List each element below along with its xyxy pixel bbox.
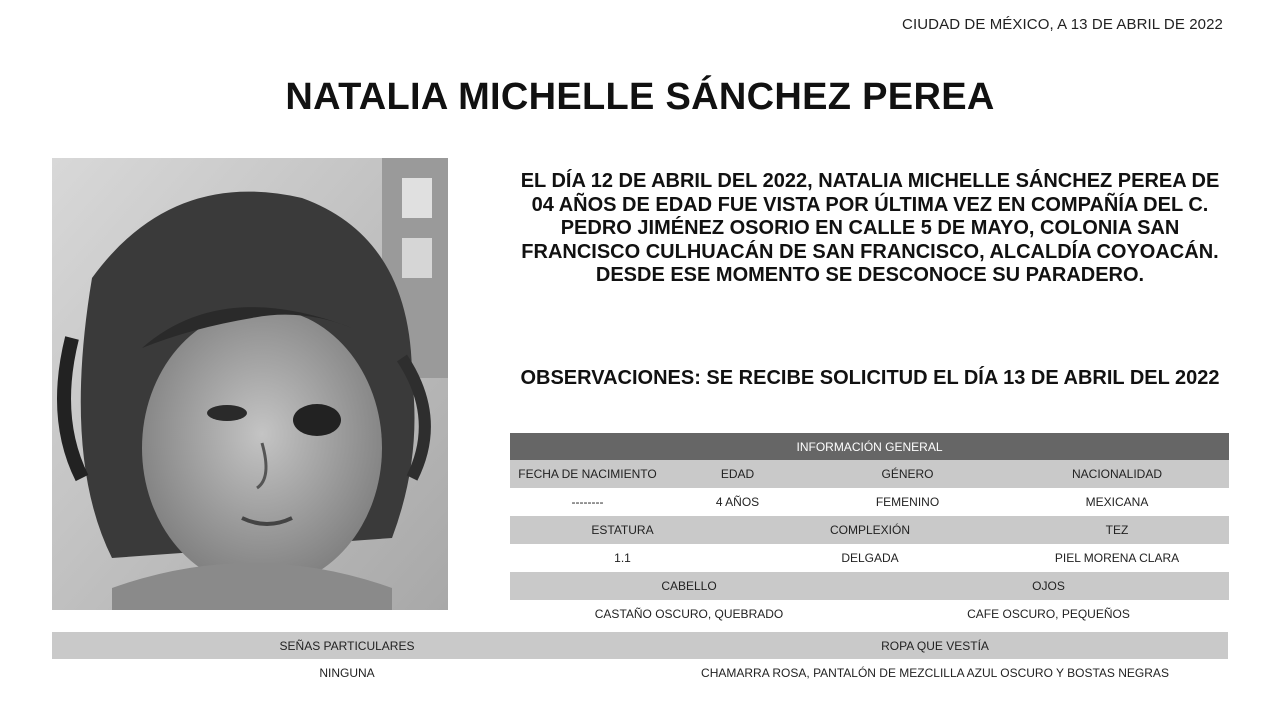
hair-value: CASTAÑO OSCURO, QUEBRADO <box>594 607 784 621</box>
eyes-value: CAFE OSCURO, PEQUEÑOS <box>967 607 1130 621</box>
info-label-row-2 <box>510 516 1229 544</box>
skin-label: TEZ <box>1105 523 1129 537</box>
observations: OBSERVACIONES: SE RECIBE SOLICITUD EL DÍA 13 DE ABRIL DEL 2022 <box>520 367 1220 389</box>
general-info-header: INFORMACIÓN GENERAL <box>510 433 1229 460</box>
info-value-row-3 <box>510 600 1229 628</box>
birthdate-value: -------- <box>571 495 604 509</box>
disappearance-description: EL DÍA 12 DE ABRIL DEL 2022, NATALIA MICHELLE SÁNCHEZ PEREA DE 04 AÑOS DE EDAD FUE VISTA POR ÚLTIMA VEZ EN COMPAÑÍA DEL C. PEDRO JIMÉNEZ OSORIO EN CALLE 5 DE MAYO, COLONIA SAN FRANCISCO CULHUACÁN DE SAN FRANCISCO, ALCALDÍA COYOACÁN. DESDE ESE MOMENTO SE DESCONOCE SU PARADERO. <box>520 170 1220 287</box>
nationality-value: MEXICANA <box>1085 495 1149 509</box>
nationality-label: NACIONALIDAD <box>1071 467 1163 481</box>
info-label-row-3 <box>510 572 1229 600</box>
height-value: 1.1 <box>614 551 631 565</box>
person-name-title: NATALIA MICHELLE SÁNCHEZ PEREA <box>285 76 995 118</box>
general-info-table <box>510 433 1229 628</box>
child-photo <box>52 158 448 610</box>
clothing-value: CHAMARRA ROSA, PANTALÓN DE MEZCLILLA AZUL OSCURO Y BOSTAS NEGRAS <box>701 665 1169 680</box>
build-label: COMPLEXIÓN <box>829 523 910 537</box>
age-value: 4 AÑOS <box>715 495 760 509</box>
particulars-value-row <box>52 659 1228 686</box>
distinguishing-marks-label: SEÑAS PARTICULARES <box>279 638 415 653</box>
skin-value: PIEL MORENA CLARA <box>1054 551 1180 565</box>
hair-label: CABELLO <box>661 579 717 593</box>
gender-value: FEMENINO <box>875 495 940 509</box>
age-label: EDAD <box>720 467 755 481</box>
height-label: ESTATURA <box>591 523 654 537</box>
distinguishing-marks-value: NINGUNA <box>319 665 375 680</box>
info-value-row-2 <box>510 544 1229 572</box>
clothing-label: ROPA QUE VESTÍA <box>881 638 989 653</box>
info-label-row-1 <box>510 460 1229 488</box>
build-value: DELGADA <box>841 551 899 565</box>
birthdate-label: FECHA DE NACIMIENTO <box>518 467 657 481</box>
eyes-label: OJOS <box>1032 579 1065 593</box>
particulars-label-row <box>52 632 1228 659</box>
particulars-table <box>52 632 1228 686</box>
document-date: CIUDAD DE MÉXICO, A 13 DE ABRIL DE 2022 <box>902 16 1223 33</box>
gender-label: GÉNERO <box>881 467 934 481</box>
info-value-row-1 <box>510 488 1229 516</box>
